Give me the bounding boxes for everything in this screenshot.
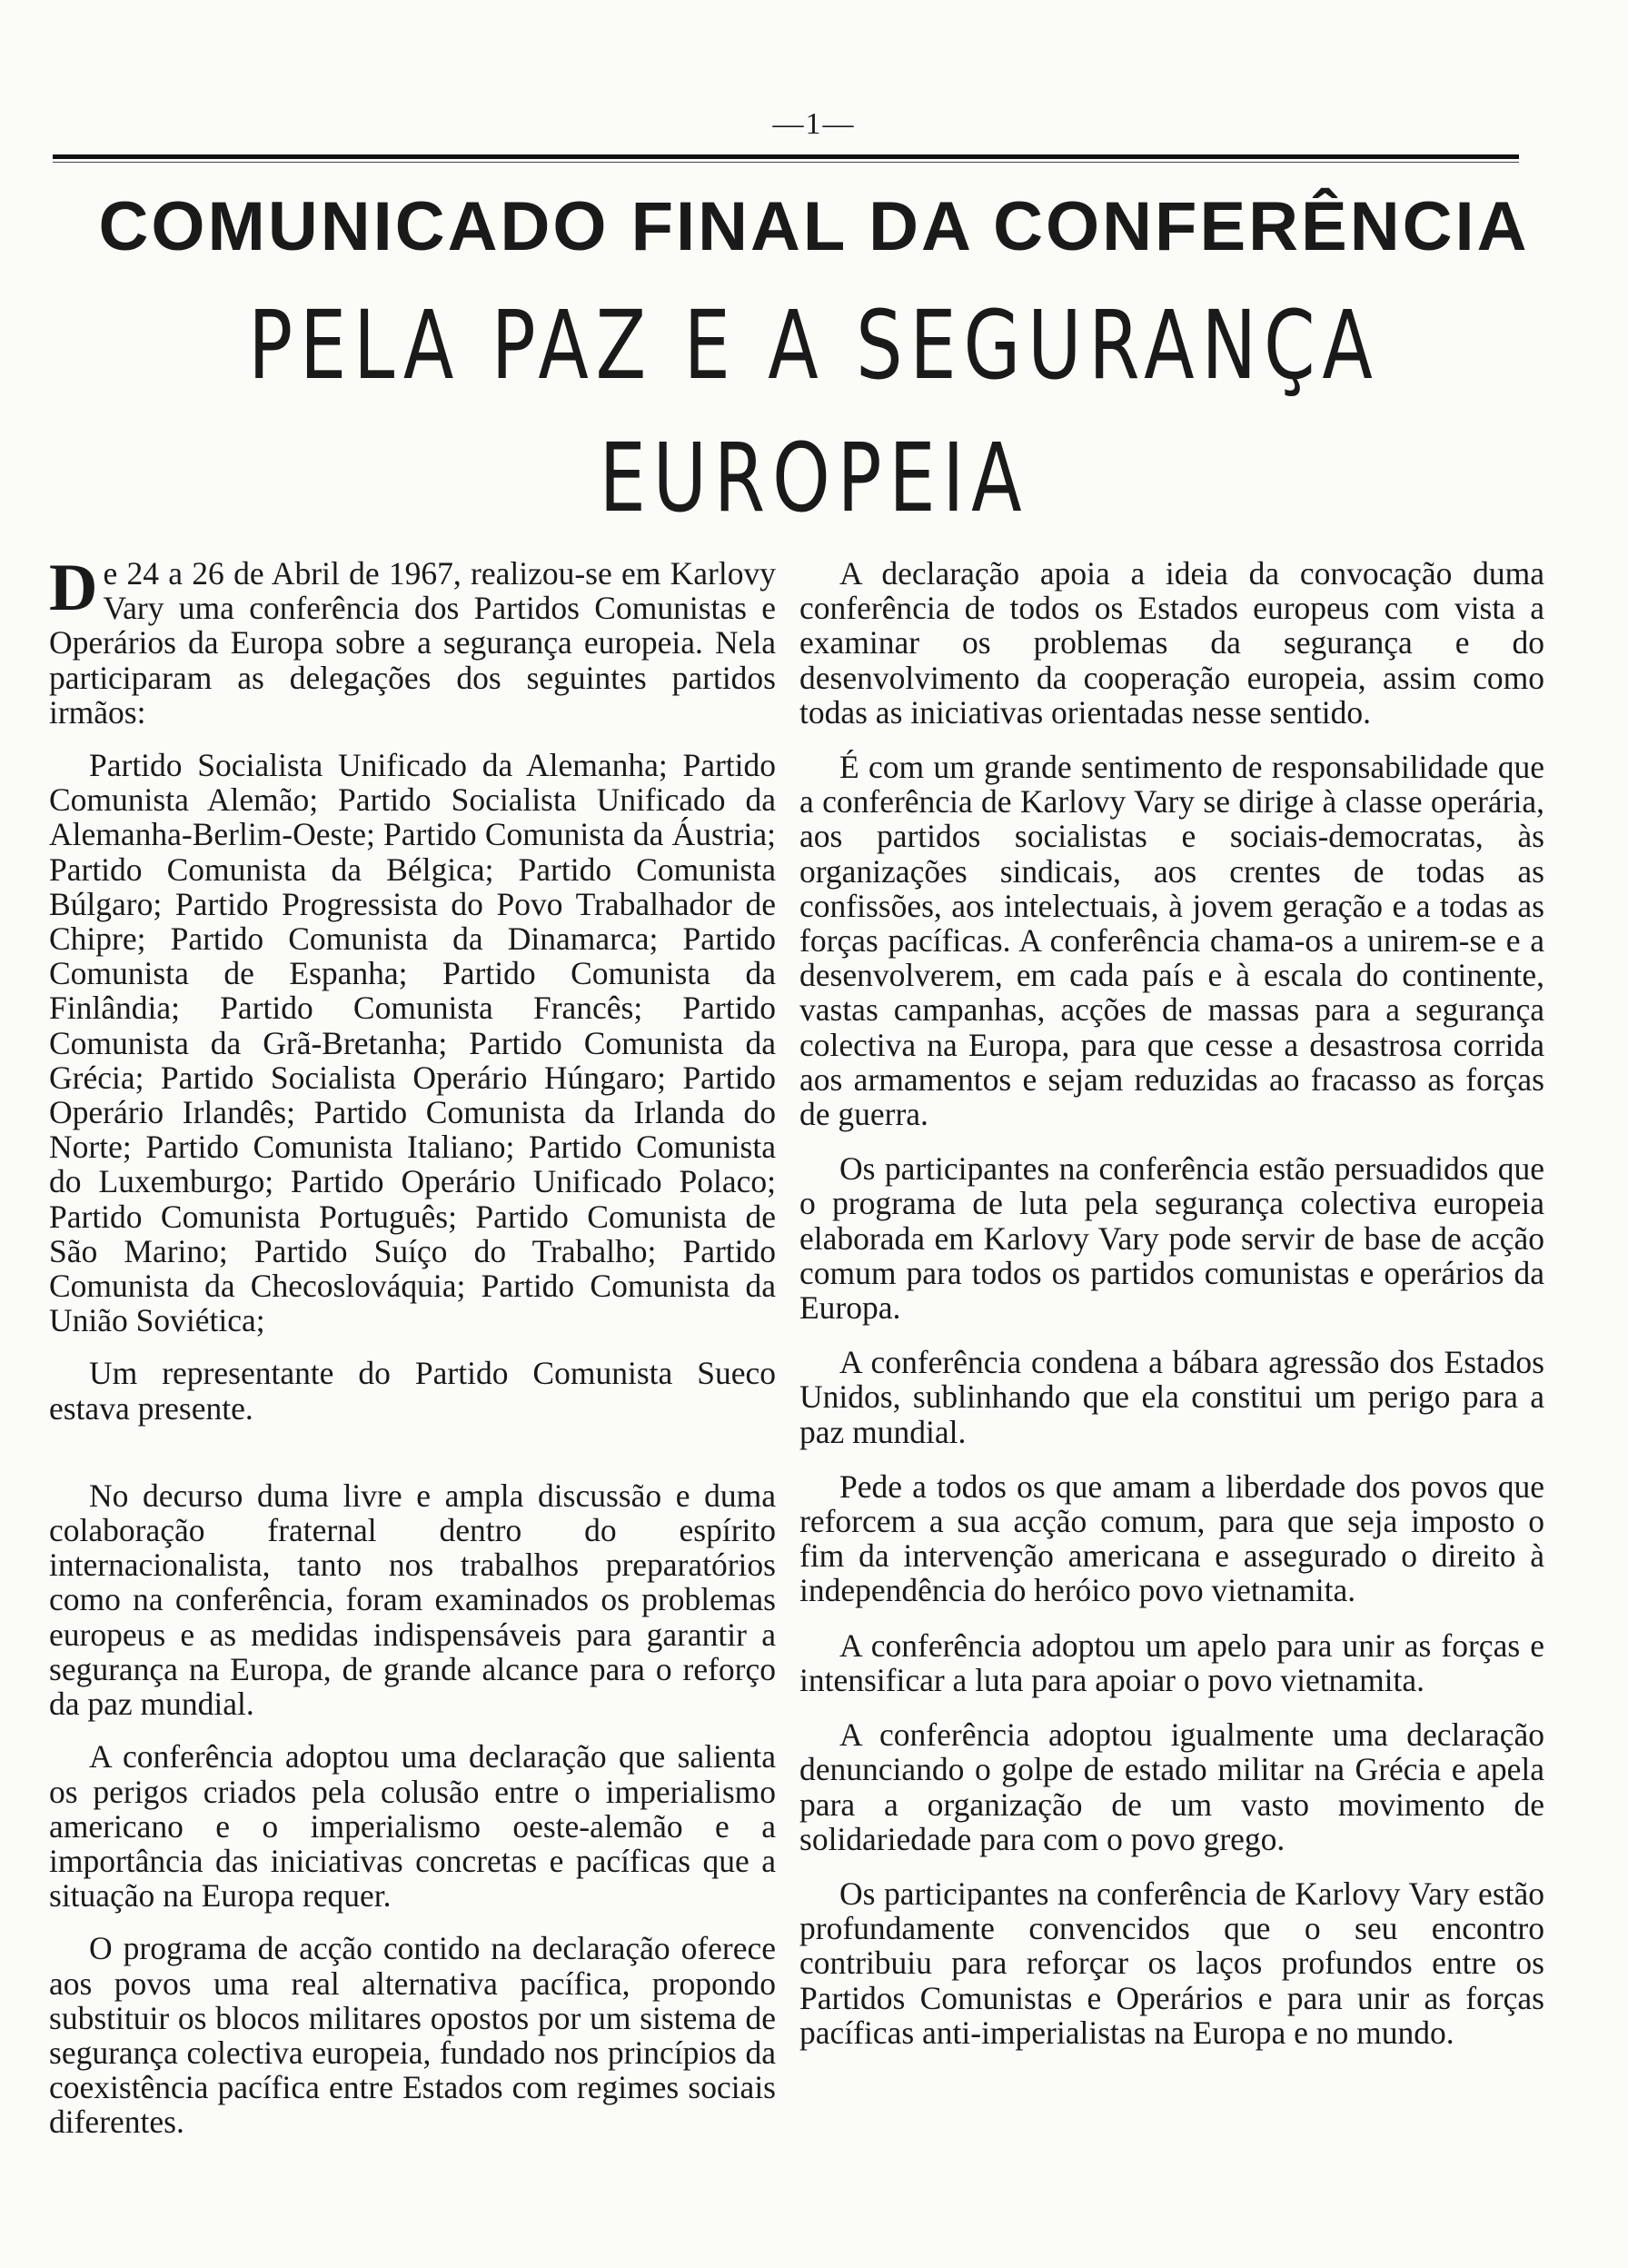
declaration-paragraph: A conferência adoptou uma declaração que salienta os perigos criados pela colusão entre o imperialismo americano e o imperialismo oeste-alemão e a importância das iniciativas concretas e pacíficas que a situação na Europa requer. (49, 1738, 776, 1915)
vietnam-paragraph: Pede a todos os que amam a liberdade dos povos que reforcem a sua acção comum, para que seja imposto o fim da intervenção americana e assegurado o direito à independência do heróico povo vietnamita. (799, 1467, 1544, 1609)
conclusion-paragraph: Os participantes na conferência de Karlovy Vary estão profundamente convencidos que o seu encontro contribuiu para reforçar os laços profundos entre os Partidos Comunistas e Operários e para unir as forças pacíficas anti-imperialistas na Europa e no mundo. (799, 1875, 1544, 2051)
title-line-3: EUROPEIA (599, 423, 1029, 533)
appeal-paragraph: É com um grande sentimento de responsabilidade que a conferência de Karlovy Vary se dirige à classe operária, aos partidos socialistas e sociais-democratas, às organizações sindicais, aos crentes de todas as confissões, aos intelectuais, à jovem geração e a todas as forças pacíficas. A conferência chama-os a unirem-se e a desenvolverem, em cada país e à escala do continente, vastas campanhas, acções de massas para a segurança colectiva na Europa, para que cesse a desastrosa corrida aos armamentos e sejam reduzidas ao fracasso as forças de guerra. (799, 749, 1544, 1133)
programme-paragraph: O programa de acção contido na declaração oferece aos povos uma real alternativa pacífica, propondo substituir os blocos militares opostos por um sistema de segurança colectiva europeia, fundado nos princípios da coexistência pacífica entre Estados com regimes sociais diferentes. (49, 1930, 776, 2141)
title-line-2: PELA PAZ E A SEGURANÇA (248, 290, 1380, 401)
convocation-paragraph: A declaração apoia a ideia da convocação duma conferência de todos os Estados europeus com vista a examinar os problemas da segurança e do desenvolvimento da cooperação europeia, assim como todas as iniciativas orientadas nesse sentido. (799, 555, 1544, 731)
title-line-1: COMUNICADO FINAL DA CONFERÊNCIA (98, 188, 1530, 265)
persuaded-paragraph: Os participantes na conferência estão persuadidos que o programa de luta pela segurança colectiva europeia elaborada em Karlovy Vary pode servir de base de acção comum para todos os partidos comunistas e operários da Europa. (799, 1150, 1544, 1327)
right-column (799, 556, 1544, 2050)
header-rule-thin (53, 162, 1519, 163)
drop-cap: D (49, 551, 98, 625)
observer-paragraph: Um representante do Partido Comunista Sueco estava presente. (49, 1355, 776, 1427)
intro-paragraph (49, 551, 776, 731)
party-list-paragraph: Partido Socialista Unificado da Alemanha; Partido Comunista Alemão; Partido Socialista Unificado da Alemanha-Berlim-Oeste; Partido Comunista da Áustria; Partido Comunista da Bélgica; Partido Comunista Búlgaro; Partido Progressista do Povo Trabalhador de Chipre; Partido Comunista da Dinamarca; Partido Comunista de Espanha; Partido Comunista da Finlândia; Partido Comunista Francês; Partido Comunista da Grã-Bretanha; Partido Comunista da Grécia; Partido Socialista Operário Húngaro; Partido Operário Irlandês; Partido Comunista da Irlanda do Norte; Partido Comunista Italiano; Partido Comunista do Luxemburgo; Partido Operário Unificado Polaco; Partido Comunista Português; Partido Comunista de São Marino; Partido Suíço do Trabalho; Partido Comunista da Checoslováquia; Partido Comunista da União Soviética; (49, 747, 776, 1339)
left-column (49, 551, 776, 2141)
condemnation-paragraph: A conferência condena a bábara agressão dos Estados Unidos, sublinhando que ela constitui um perigo para a paz mundial. (799, 1344, 1544, 1450)
header-rule (53, 154, 1519, 159)
intro-text: e 24 a 26 de Abril de 1967, realizou-se em Karlovy Vary uma conferência dos Partidos Comunistas e Operários da Europa sobre a segurança europeia. Nela participaram as delegações dos seguintes partidos irmãos: (49, 555, 776, 731)
solidarity-paragraph: A conferência adoptou um apelo para unir as forças e intensificar a luta para apoiar o povo vietnamita. (799, 1626, 1544, 1698)
greece-paragraph: A conferência adoptou igualmente uma declaração denunciando o golpe de estado militar na Grécia e apela para a organização de um vasto movimento de solidariedade para com o povo grego. (799, 1716, 1544, 1857)
discussion-paragraph: No decurso duma livre e ampla discussão e duma colaboração fraternal dentro do espírito internacionalista, tanto nos trabalhos preparatórios como na conferência, foram examinados os problemas europeus e as medidas indispensáveis para garantir a segurança na Europa, de grande alcance para o reforço da paz mundial. (49, 1477, 776, 1723)
page-number: —1— (772, 107, 856, 141)
